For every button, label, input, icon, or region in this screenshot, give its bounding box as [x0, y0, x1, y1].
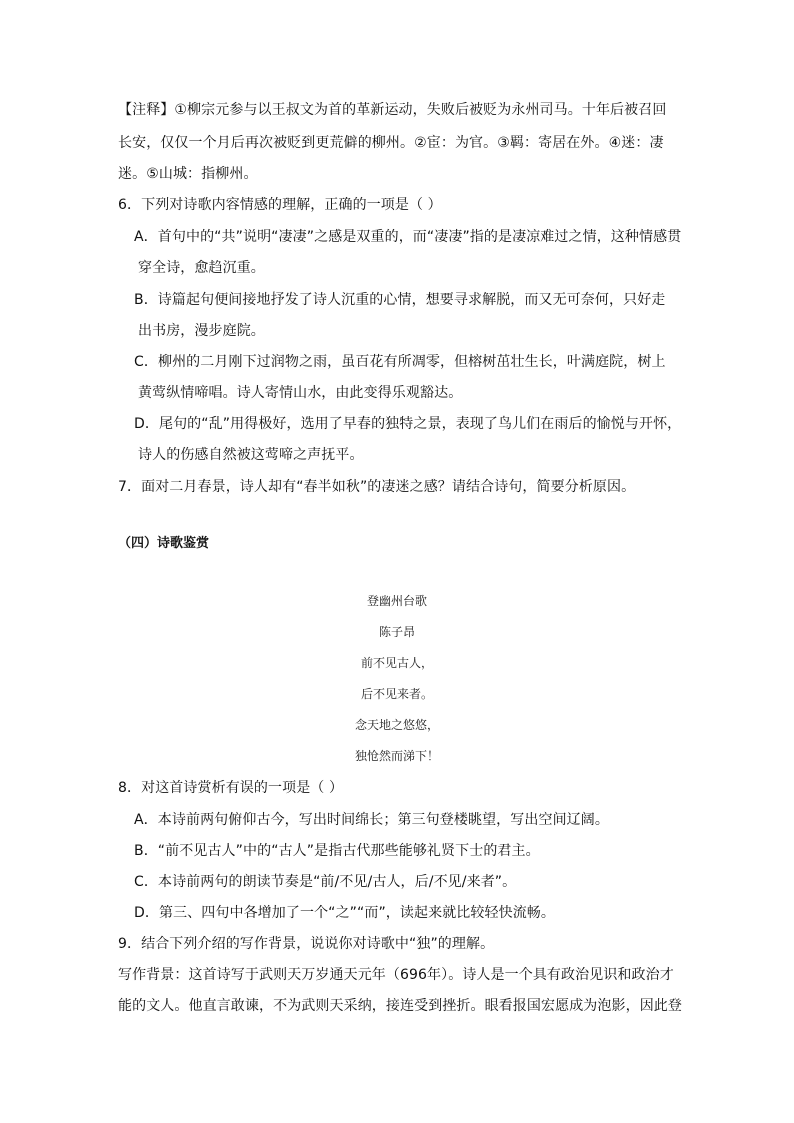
question-8-stem: 8．对这首诗赏析有误的一项是（ ） [118, 780, 344, 796]
question-6-option-c-cont: 黄莺纵情啼唱。诗人寄情山水，由此变得乐观豁达。 [138, 385, 463, 401]
poem-line-1: 前不见古人， [360, 656, 433, 670]
annotation-line-2: 长安，仅仅一个月后再次被贬到更荒僻的柳州。②宦：为官。③羁：寄居在外。④迷：凄 [118, 135, 664, 151]
question-6-stem: 6．下列对诗歌内容情感的理解，正确的一项是（ ） [118, 197, 442, 213]
question-9-background-line-1: 写作背景：这首诗写于武则天万岁通天元年（696年）。诗人是一个具有政治见识和政治才 [118, 967, 674, 983]
poem-author: 陈子昂 [378, 625, 415, 639]
question-9-background-line-2: 能的文人。他直言敢谏，不为武则天采纳，接连受到挫折。眼看报国宏愿成为泡影，因此登 [118, 998, 682, 1014]
section-title: （四）诗歌鉴赏 [118, 536, 210, 551]
question-8-option-b: B．“前不见古人”中的“古人”是指古代那些能够礼贤下士的君主。 [134, 843, 540, 859]
question-6-option-a-cont: 穿全诗，愈趋沉重。 [138, 260, 265, 276]
question-8-option-c: C．本诗前两句的朗读节奏是“前/不见/古人，后/不见/来者”。 [134, 874, 517, 890]
poem-title: 登幽州台歌 [366, 594, 427, 608]
annotation-line-1: 【注释】①柳宗元参与以王叔文为首的革新运动，失败后被贬为永州司马。十年后被召回 [118, 102, 667, 118]
question-6-option-a: A．首句中的“共”说明“凄凄”之感是双重的，而“凄凄”指的是凄凉难过之情，这种情感贯 [134, 229, 682, 245]
annotation-line-3: 迷。⑤山城：指柳州。 [118, 166, 258, 182]
question-8-option-d: D．第三、四句中各增加了一个“之”“而”，读起来就比较轻快流畅。 [134, 905, 555, 921]
poem-line-4: 独怆然而涕下！ [354, 749, 439, 763]
poem-line-3: 念天地之悠悠， [354, 718, 439, 732]
question-7-stem: 7．面对二月春景，诗人却有“春半如秋”的凄迷之感？请结合诗句，简要分析原因。 [118, 479, 636, 495]
question-6-option-c: C．柳州的二月刚下过润物之雨，虽百花有所凋零，但榕树茁壮生长，叶满庭院，树上 [134, 354, 666, 370]
question-6-option-d-cont: 诗人的伤感自然被这莺啼之声抚平。 [138, 447, 364, 463]
question-8-option-a: A．本诗前两句俯仰古今，写出时间绵长；第三句登楼眺望，写出空间辽阔。 [134, 812, 609, 828]
question-6-option-b-cont: 出书房，漫步庭院。 [138, 323, 265, 339]
question-6-option-b: B．诗篇起句便间接地抒发了诗人沉重的心情，想要寻求解脱，而又无可奈何，只好走 [134, 292, 666, 308]
question-9-stem: 9．结合下列介绍的写作背景，说说你对诗歌中“独”的理解。 [118, 936, 495, 952]
question-6-option-d: D．尾句的“乱”用得极好，选用了早春的独特之景，表现了鸟儿们在雨后的愉悦与开怀， [134, 416, 682, 432]
poem-line-2: 后不见来者。 [360, 687, 433, 701]
